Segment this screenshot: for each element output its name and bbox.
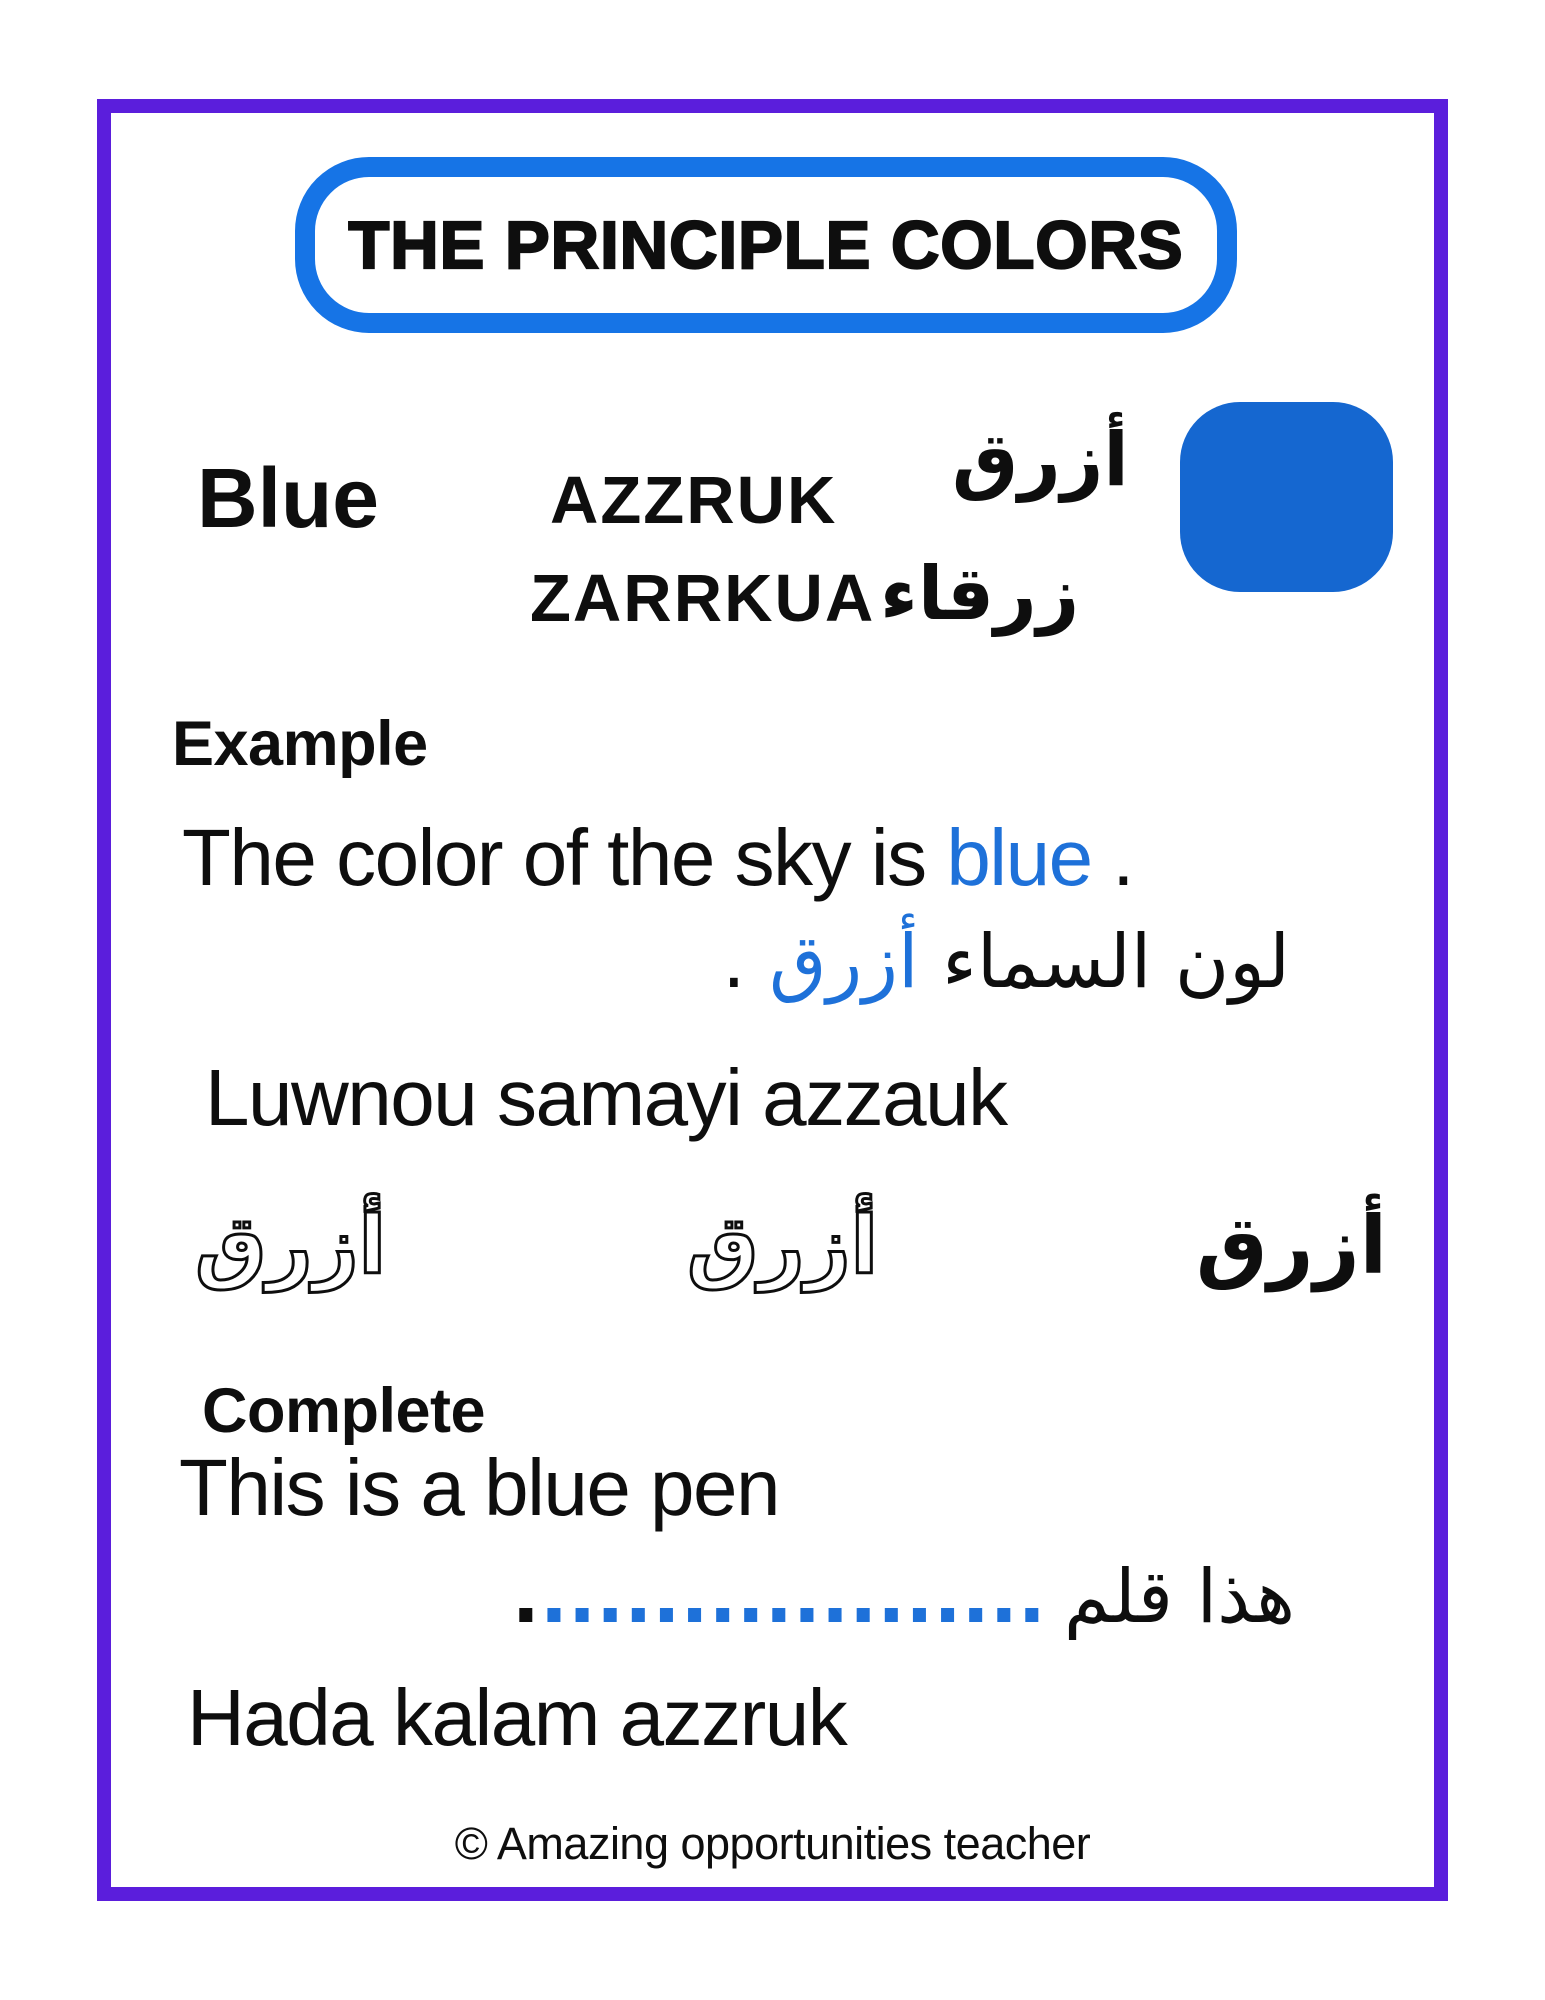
trace-word-outline-1: أزرق — [195, 1199, 387, 1292]
vocab-arabic-masculine: أزرق — [952, 417, 1129, 503]
complete-sentence-arabic-word: هذا قلم — [1063, 1554, 1295, 1640]
example-sentence-arabic-period: . — [722, 919, 770, 1005]
example-transliteration: Luwnou samayi azzauk — [205, 1053, 1007, 1142]
copyright-credit: © Amazing opportunities teacher — [454, 1818, 1091, 1869]
vocab-arabic-feminine: زرقاء — [880, 551, 1080, 637]
vocab-english: Blue — [197, 451, 380, 545]
complete-transliteration: Hada kalam azzruk — [187, 1673, 847, 1762]
complete-sentence-english: This is a blue pen — [179, 1443, 780, 1532]
complete-sentence-arabic-period: . — [511, 1554, 540, 1640]
vocab-transliteration-masculine: AZZRUK — [550, 463, 838, 538]
blue-color-swatch — [1180, 402, 1393, 592]
vocab-transliteration-feminine: ZARRKUA — [530, 561, 876, 636]
answer-blank-dotted-line: .................. — [539, 1554, 1046, 1640]
example-sentence-arabic — [722, 920, 1290, 1005]
example-sentence-english-blue-word: blue — [946, 813, 1092, 902]
trace-word-outline-2: أزرق — [687, 1199, 879, 1292]
example-sentence-english-prefix: The color of the sky is — [182, 813, 947, 902]
example-heading: Example — [172, 709, 428, 779]
example-sentence-english-period: . — [1091, 813, 1134, 902]
example-sentence-arabic-prefix: لون السماء — [918, 919, 1290, 1005]
complete-sentence-arabic — [512, 1555, 1295, 1640]
page-title: THE PRINCIPLE COLORS — [348, 207, 1184, 283]
complete-heading: Complete — [202, 1376, 486, 1446]
example-sentence-arabic-blue-word: أزرق — [769, 919, 919, 1005]
title-banner — [295, 157, 1237, 333]
trace-word-solid: أزرق — [1196, 1199, 1388, 1292]
example-sentence-english — [182, 812, 1133, 904]
